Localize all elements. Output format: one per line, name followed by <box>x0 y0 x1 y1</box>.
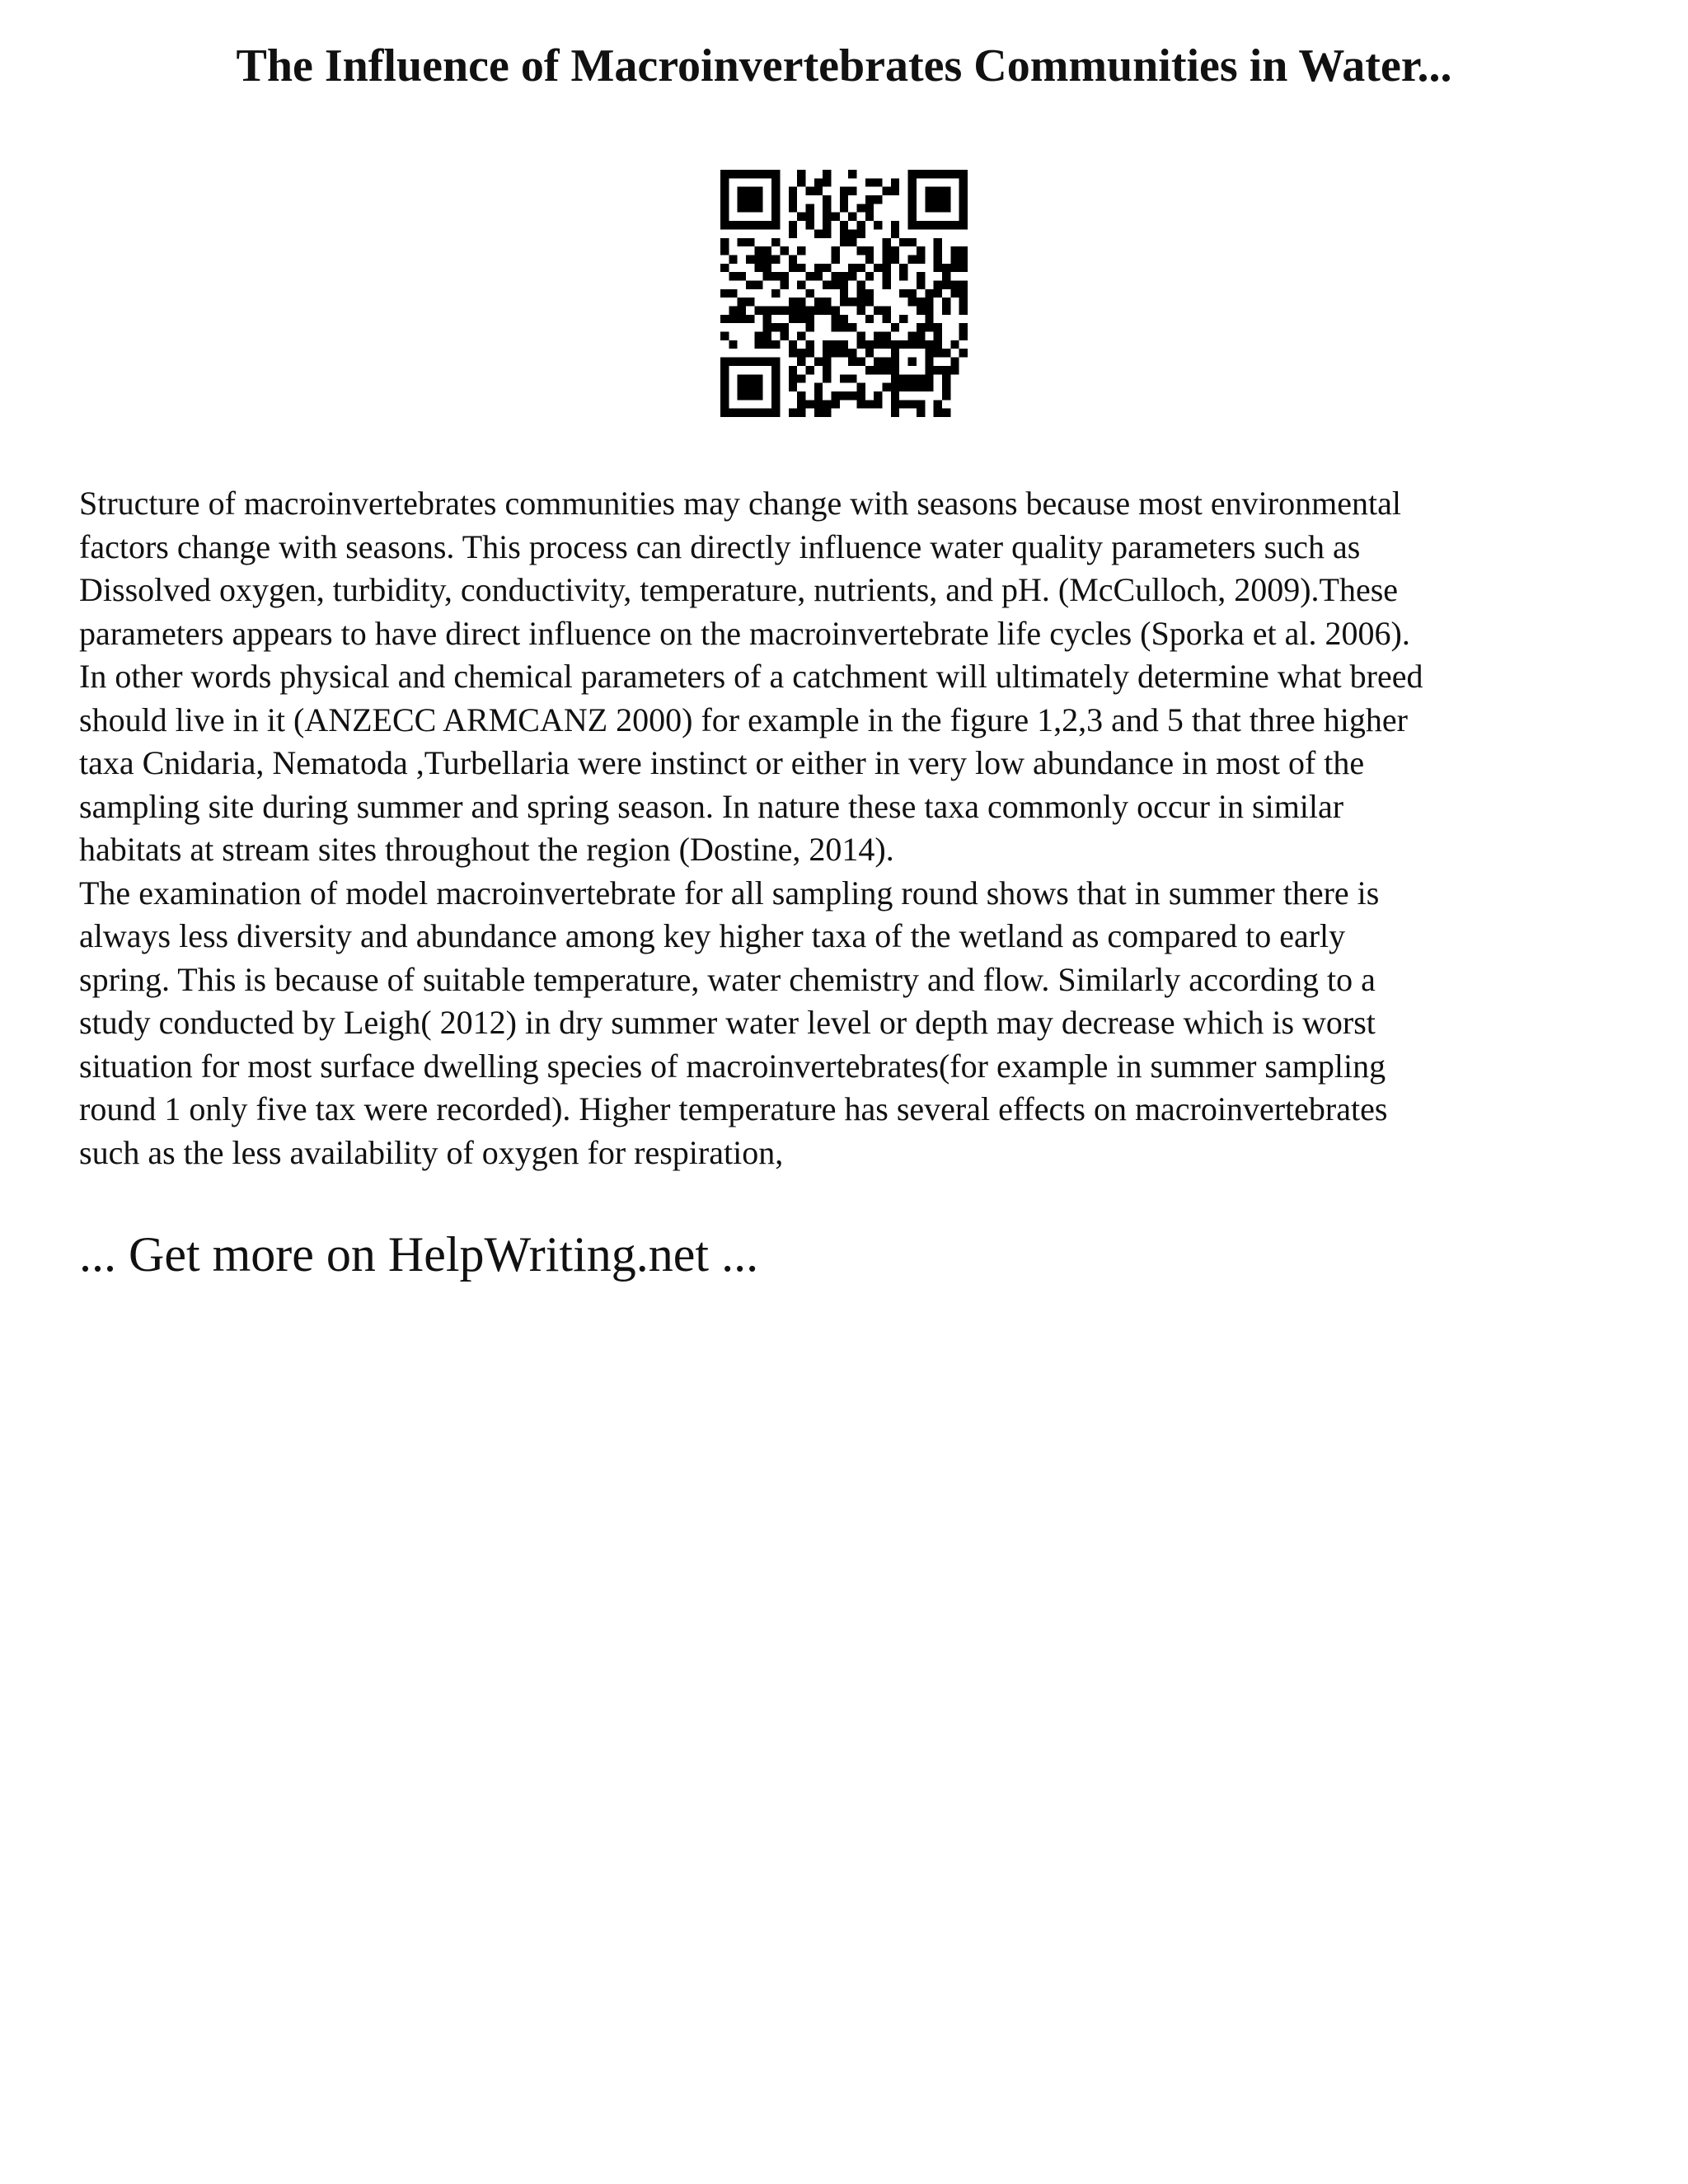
paragraph-1 <box>79 482 1629 872</box>
text-line: parameters appears to have direct influence on the macroinvertebrate life cycles (Sporka et al. 2006). <box>79 614 1410 652</box>
text-line: should live in it (ANZECC ARMCANZ 2000) for example in the figure 1,2,3 and 5 that three higher <box>79 701 1408 738</box>
text-line: situation for most surface dwelling species of macroinvertebrates(for example in summer sampling <box>79 1047 1386 1085</box>
text-line: round 1 only five tax were recorded). Higher temperature has several effects on macroinvertebrates <box>79 1090 1388 1127</box>
text-line: habitats at stream sites throughout the region (Dostine, 2014). <box>79 831 894 868</box>
document-body <box>79 482 1629 1174</box>
text-line: The examination of model macroinvertebrate for all sampling round shows that in summer there is <box>79 874 1380 912</box>
text-line: study conducted by Leigh( 2012) in dry summer water level or depth may decrease which is worst <box>79 1004 1376 1041</box>
get-more-link[interactable]: ... Get more on HelpWriting.net ... <box>79 1227 759 1282</box>
text-line: sampling site during summer and spring season. In nature these taxa commonly occur in similar <box>79 787 1344 825</box>
text-line: such as the less availability of oxygen for respiration, <box>79 1133 784 1171</box>
text-line: Dissolved oxygen, turbidity, conductivity, temperature, nutrients, and pH. (McCulloch, 2009).These <box>79 571 1399 608</box>
qr-code-graphic <box>720 170 968 417</box>
document-title: The Influence of Macroinvertebrates Communities in Water... <box>236 40 1452 91</box>
text-line: factors change with seasons. This process can directly influence water quality parameters such as <box>79 527 1361 565</box>
text-line: taxa Cnidaria, Nematoda ,Turbellaria were instinct or either in very low abundance in most of the <box>79 744 1365 781</box>
text-line: spring. This is because of suitable temperature, water chemistry and flow. Similarly according to a <box>79 960 1376 998</box>
text-line: always less diversity and abundance among key higher taxa of the wetland as compared to early <box>79 917 1346 954</box>
qr-code-icon <box>720 170 968 417</box>
text-line: In other words physical and chemical parameters of a catchment will ultimately determine what breed <box>79 658 1423 695</box>
paragraph-2 <box>79 872 1629 1175</box>
text-line: Structure of macroinvertebrates communities may change with seasons because most environmental <box>79 485 1401 522</box>
